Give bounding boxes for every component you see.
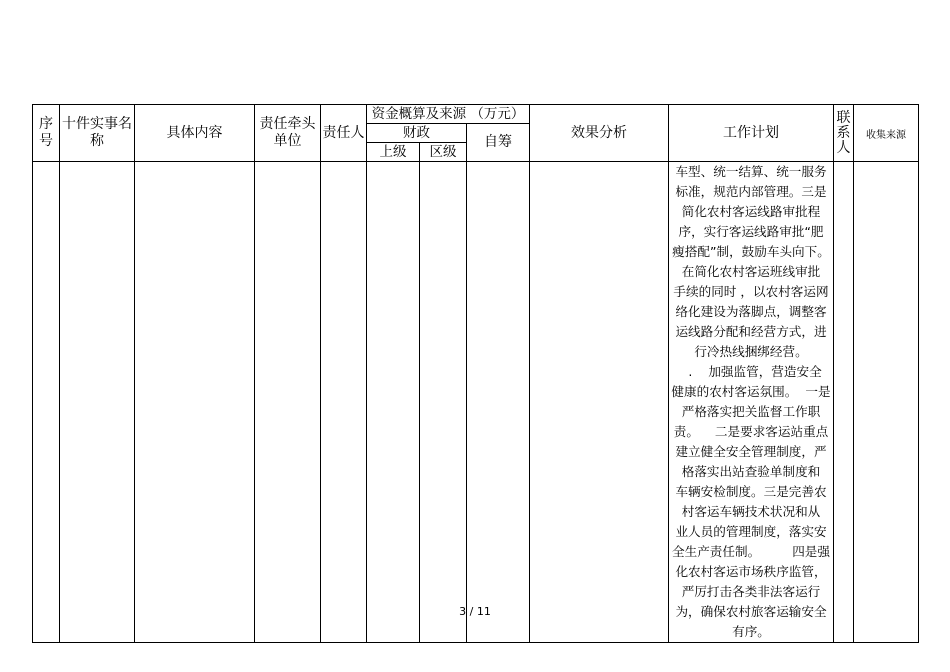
header-source: 收集来源 [854, 105, 919, 162]
plan-line: 建立健全安全管理制度，严 [675, 444, 827, 459]
cell-effect [530, 162, 669, 643]
header-seq: 序号 [33, 105, 60, 162]
plan-line: 在简化农村客运班线审批 [681, 264, 821, 279]
header-content: 具体内容 [135, 105, 255, 162]
header-effect: 效果分析 [530, 105, 669, 162]
plan-line: 车辆安检制度。三是完善农 [675, 484, 827, 499]
work-plan-table [32, 104, 919, 643]
cell-contact [834, 162, 854, 643]
header-row-1 [33, 105, 919, 124]
plan-line: 序，实行客运线路审批“肥 [678, 224, 824, 239]
header-item-name: 十件实事名称 [60, 105, 135, 162]
plan-line: 责。 二是要求客运站重点 [673, 424, 829, 439]
cell-content [135, 162, 255, 643]
plan-line: 格落实出站查验单制度和 [681, 464, 821, 479]
plan-line: 手续的同时 ，以农村客运网 [673, 284, 829, 299]
plan-line: 全生产责任制。 四是强 [672, 544, 830, 559]
cell-item-name [60, 162, 135, 643]
plan-line: 化农村客运市场秩序监管， [675, 564, 827, 579]
header-finance: 财政 [367, 124, 467, 143]
plan-line: 有序。 [732, 624, 770, 639]
cell-upper [367, 162, 420, 643]
header-lead-unit: 责任牵头单位 [255, 105, 321, 162]
plan-line: 健康的农村客运氛围。 一是 [671, 384, 831, 399]
cell-plan [669, 162, 834, 643]
cell-source [854, 162, 919, 643]
plan-text [669, 162, 833, 642]
plan-line: 业人员的管理制度，落实安 [675, 524, 827, 539]
plan-line: 运线路分配和经营方式，进 [675, 324, 827, 339]
header-contact: 联系人 [834, 105, 854, 162]
header-self-raised: 自筹 [467, 124, 530, 162]
cell-district [420, 162, 467, 643]
plan-line: 行冷热线捆绑经营。 [694, 344, 808, 359]
table-row [33, 162, 919, 643]
plan-line: 严厉打击各类非法客运行 [681, 584, 821, 599]
plan-line: 标准，规范内部管理。三是 [675, 184, 827, 199]
header-upper: 上级 [367, 143, 420, 162]
plan-line: 简化农村客运线路审批程 [681, 204, 821, 219]
plan-line: 车型、统一结算、统一服务 [675, 164, 827, 179]
cell-self-raised [467, 162, 530, 643]
plan-line: 村客运车辆技术状况和从 [681, 504, 821, 519]
cell-seq [33, 162, 60, 643]
plan-line: 严格落实把关监督工作职 [681, 404, 821, 419]
plan-line: 络化建设为落脚点，调整客 [675, 304, 827, 319]
header-responsible: 责任人 [321, 105, 367, 162]
plan-line: 瘦搭配”制，鼓励车头向下。 [672, 244, 830, 259]
plan-line: . 加强监管，营造安全 [680, 364, 822, 379]
page-number: 3 / 11 [459, 605, 491, 618]
header-district: 区级 [420, 143, 467, 162]
cell-responsible [321, 162, 367, 643]
cell-lead-unit [255, 162, 321, 643]
header-funds: 资金概算及来源 （万元） [367, 105, 530, 124]
header-plan: 工作计划 [669, 105, 834, 162]
plan-line: 为，确保农村旅客运输安全 [675, 604, 827, 619]
